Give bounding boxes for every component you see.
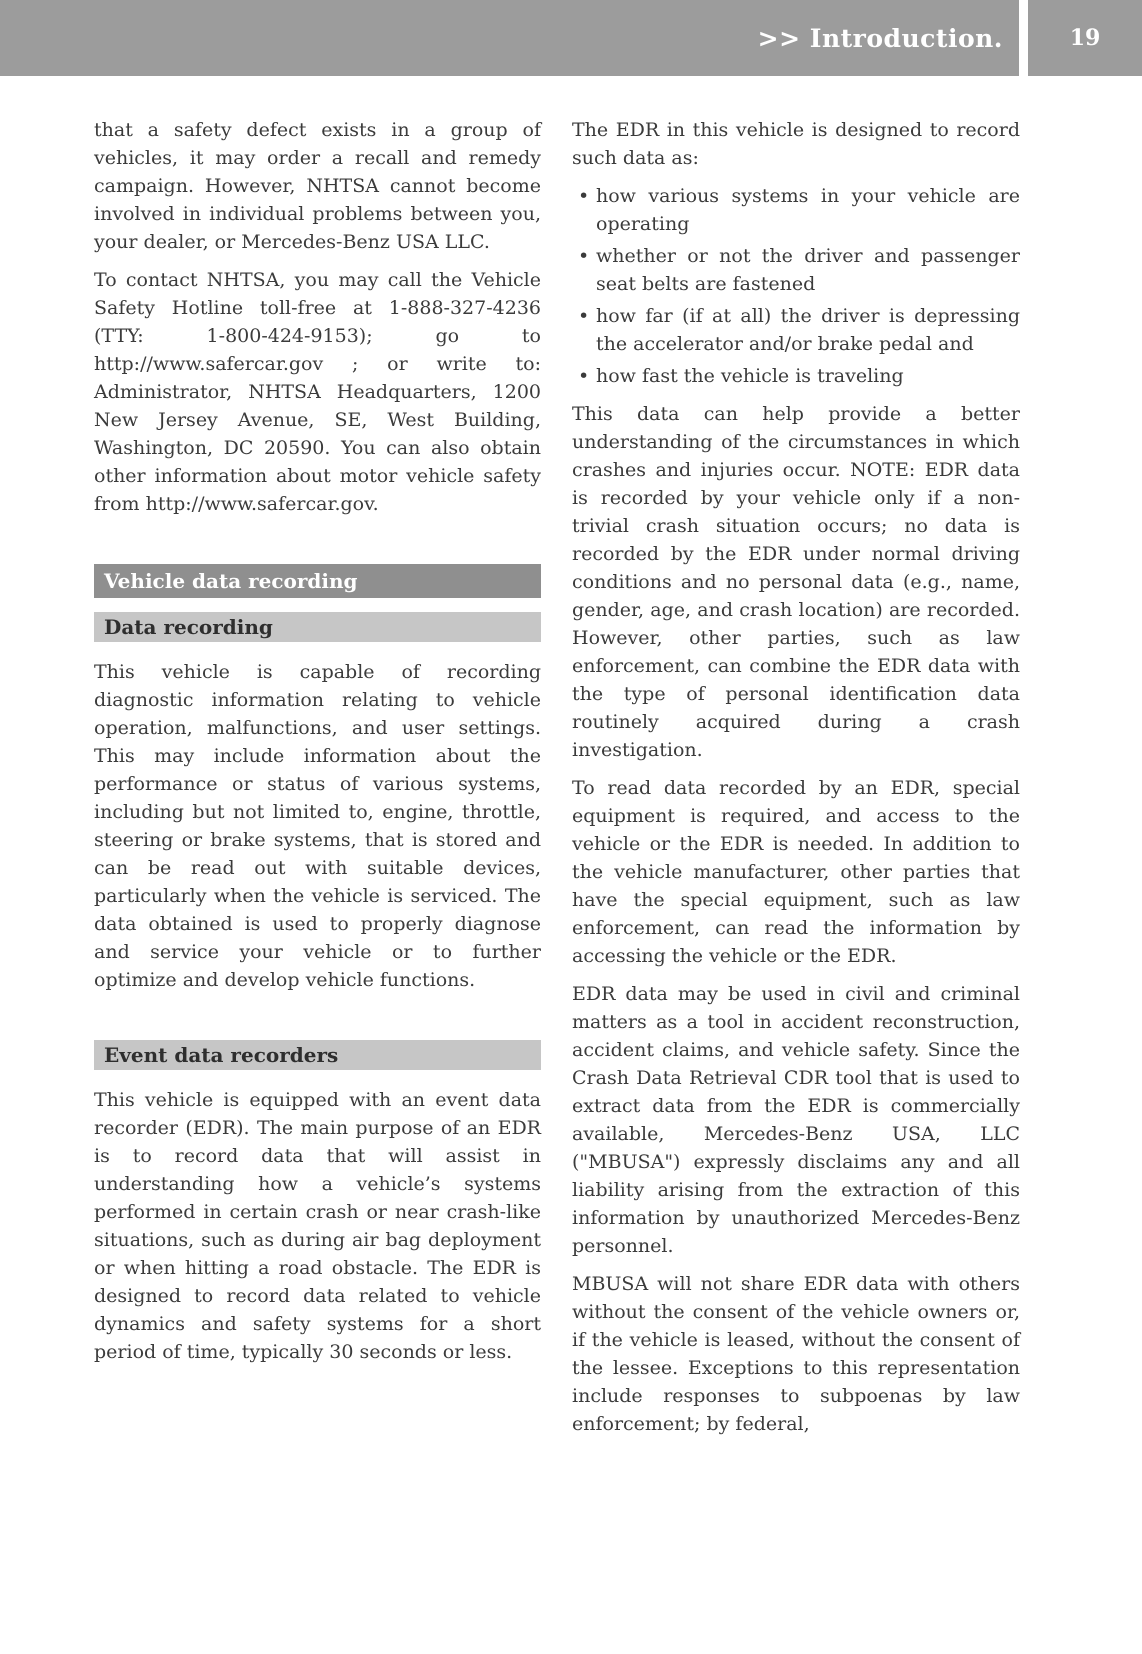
paragraph: MBUSA will not share EDR data with others without the consent of the vehicle owners or, if the vehicle is leased, without the consent of the lessee. Exceptions to this representation include responses to subpoenas by law enforcement; by federal, (572, 1273, 1020, 1435)
paragraph: To read data recorded by an EDR, special equipment is required, and access to the vehicle or the EDR is needed. In addition to the vehicle manufacturer, other parties that have the special equipment, such as law enforcement, can read the information by accessing the vehicle or the EDR. (572, 777, 1020, 967)
page-header (0, 0, 1142, 76)
right-column (572, 116, 1020, 1448)
list-item: • how fast the vehicle is traveling (572, 362, 1020, 390)
paragraph: This vehicle is equipped with an event data recorder (EDR). The main purpose of an EDR is to record data that will assist in understanding how a vehicle’s systems performed in certain crash or near crash-like situations, such as during air bag deployment or when hitting a road obstacle. The EDR is designed to record data related to vehicle dynamics and safety systems for a short period of time, typically 30 seconds or less. (94, 1089, 541, 1363)
subsection-header-data-recording: Data recording (94, 612, 541, 642)
left-column (94, 116, 541, 1448)
paragraph: that a safety defect exists in a group of vehicles, it may order a recall and remedy campaign. However, NHTSA cannot become involved in individual problems between you, your dealer, or Mercedes-Benz USA LLC. (94, 119, 541, 253)
page-number-box (1028, 0, 1142, 76)
page-number: 19 (1069, 25, 1101, 51)
paragraph: To contact NHTSA, you may call the Vehicle Safety Hotline toll-free at 1-888-327-4236 (TTY: 1-800-424-9153); go to http://www.safercar.gov ; or write to: Administrator, NHTSA Headquarters, 1200 New Jersey Avenue, SE, West Building, Washington, DC 20590. You can also obtain other information about motor vehicle safety from http://www.safercar.gov. (94, 269, 541, 515)
edr-data-list (572, 182, 1020, 390)
list-item: • how various systems in your vehicle are operating (572, 182, 1020, 238)
paragraph: The EDR in this vehicle is designed to record such data as: (572, 119, 1020, 169)
chapter-title-bar (0, 0, 1019, 76)
header-divider (1019, 0, 1028, 76)
chapter-title: >> Introduction. (757, 23, 1003, 53)
paragraph: This data can help provide a better understanding of the circumstances in which crashes and injuries occur. NOTE: EDR data is recorded by your vehicle only if a non-trivial crash situation occurs; no data is recorded by the EDR under normal driving conditions and no personal data (e.g., name, gender, age, and crash location) are recorded. However, other parties, such as law enforcement, can combine the EDR data with the type of personal identification data routinely acquired during a crash investigation. (572, 403, 1020, 761)
paragraph: This vehicle is capable of recording diagnostic information relating to vehicle operation, malfunctions, and user settings. This may include information about the performance or status of various systems, including but not limited to, engine, throttle, steering or brake systems, that is stored and can be read out with suitable devices, particularly when the vehicle is serviced. The data obtained is used to properly diagnose and service your vehicle or to further optimize and develop vehicle functions. (94, 661, 541, 991)
list-item: • whether or not the driver and passenger seat belts are fastened (572, 242, 1020, 298)
subsection-header-event-data-recorders: Event data recorders (94, 1040, 541, 1070)
list-item: • how far (if at all) the driver is depressing the accelerator and/or brake pedal and (572, 302, 1020, 358)
page-content (0, 76, 1142, 1448)
paragraph: EDR data may be used in civil and criminal matters as a tool in accident reconstruction, accident claims, and vehicle safety. Since the Crash Data Retrieval CDR tool that is used to extract data from the EDR is commercially available, Mercedes-Benz USA, LLC ("MBUSA") expressly disclaims any and all liability arising from the extraction of this information by unauthorized Mercedes-Benz personnel. (572, 983, 1020, 1257)
section-header-vehicle-data-recording: Vehicle data recording (94, 564, 541, 598)
